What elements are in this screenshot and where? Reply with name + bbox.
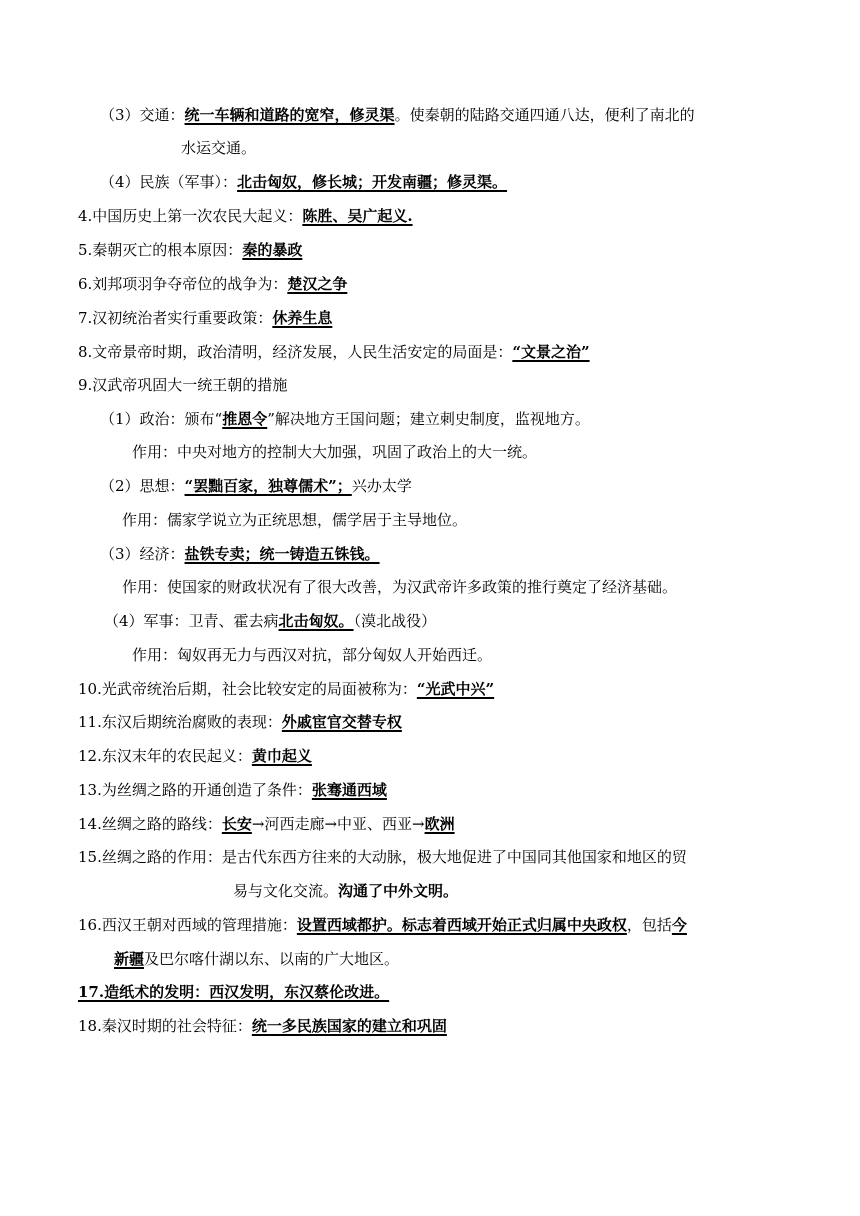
- text: （4）军事：卫青、霍去病: [104, 612, 279, 630]
- text: 8.文帝景帝时期，政治清明，经济发展，人民生活安定的局面是：: [78, 343, 513, 361]
- underlined-key-point: 新疆: [114, 950, 145, 968]
- text: ，包括: [626, 916, 672, 934]
- item-5: [78, 239, 302, 261]
- item-16-cont: [114, 948, 399, 970]
- text: 18.秦汉时期的社会特征：: [78, 1017, 252, 1035]
- text: 兴办太学: [351, 477, 412, 495]
- item-12: [78, 745, 312, 767]
- text: （漠北战役）: [353, 612, 437, 630]
- text: 16.西汉王朝对西域的管理措施：: [78, 916, 297, 934]
- underlined-key-point: 今: [671, 916, 687, 934]
- text: 15.丝绸之路的作用：是古代东西方往来的大动脉，极大地促进了中国同其他国家和地区的贸: [78, 848, 687, 866]
- line-transport-cont: [181, 137, 256, 159]
- line-effect: [122, 576, 677, 598]
- text: 14.丝绸之路的路线：: [78, 815, 222, 833]
- bold-key-point: 沟通了中外文明。: [338, 882, 459, 900]
- item-10: [78, 678, 494, 700]
- text: （3）交通：: [100, 106, 185, 124]
- item-9: [78, 374, 287, 396]
- text: →河西走廊→中亚、西亚→: [251, 815, 425, 833]
- underlined-key-point: 统一多民族国家的建立和巩固: [251, 1017, 447, 1035]
- text: （3）经济：: [100, 545, 185, 563]
- item-4: [78, 205, 413, 227]
- item-8: [78, 341, 590, 363]
- line-effect: [132, 644, 492, 666]
- line-politics: [100, 408, 590, 430]
- underlined-key-point: 17.造纸术的发明：西汉发明，东汉蔡伦改进。: [78, 983, 390, 1001]
- text: ”解决地方王国问题；建立刺史制度，监视地方。: [267, 410, 590, 428]
- underlined-key-point: 统一车辆和道路的宽窄，修灵渠: [184, 106, 395, 124]
- text: 7.汉初统治者实行重要政策：: [78, 309, 273, 327]
- text: 5.秦朝灭亡的根本原因：: [78, 241, 243, 259]
- text: 6.刘邦项羽争夺帝位的战争为：: [78, 275, 288, 293]
- text: 易与文化交流。: [233, 882, 339, 900]
- underlined-key-point: 陈胜、吴广起义.: [302, 207, 413, 225]
- text: （2）思想：: [100, 477, 185, 495]
- line-effect: [132, 441, 537, 463]
- underlined-key-point: 设置西域都护。标志着西域开始正式归属中央政权: [296, 916, 627, 934]
- text: 。使秦朝的陆路交通四通八达，便利了南北的: [394, 106, 695, 124]
- text: 及巴尔喀什湖以东、以南的广大地区。: [144, 950, 400, 968]
- underlined-key-point: 楚汉之争: [287, 275, 348, 293]
- item-15-cont: [233, 880, 458, 902]
- underlined-key-point: 黄巾起义: [251, 747, 312, 765]
- underlined-key-point: 秦的暴政: [242, 241, 303, 259]
- underlined-key-point: 北击匈奴。: [278, 612, 354, 630]
- underlined-key-point: “文景之治”: [512, 343, 590, 361]
- underlined-key-point: “光武中兴”: [416, 680, 495, 698]
- underlined-key-point: 长安: [221, 815, 252, 833]
- item-17: [78, 981, 389, 1003]
- line-effect: [122, 509, 467, 531]
- item-15: [78, 846, 687, 868]
- line-transport: [100, 104, 695, 126]
- text: 9.汉武帝巩固大一统王朝的措施: [78, 376, 288, 394]
- line-thought: [100, 475, 412, 497]
- text: 作用：匈奴再无力与西汉对抗，部分匈奴人开始西迁。: [132, 646, 493, 664]
- text: 4.中国历史上第一次农民大起义：: [78, 207, 303, 225]
- line-military: [104, 610, 436, 632]
- item-11: [78, 711, 402, 733]
- underlined-key-point: 欧洲: [424, 815, 455, 833]
- text: 12.东汉末年的农民起义：: [78, 747, 252, 765]
- item-18: [78, 1015, 447, 1037]
- underlined-key-point: 北击匈奴，修长城；开发南疆；修灵渠。: [237, 173, 508, 191]
- item-16: [78, 914, 687, 936]
- text: 作用：使国家的财政状况有了很大改善，为汉武帝许多政策的推行奠定了经济基础。: [122, 578, 678, 596]
- line-ethnic: [100, 171, 507, 193]
- text: 作用：儒家学说立为正统思想，儒学居于主导地位。: [122, 511, 468, 529]
- underlined-key-point: 张骞通西域: [311, 781, 387, 799]
- underlined-key-point: 盐铁专卖；统一铸造五铢钱。: [184, 545, 380, 563]
- underlined-key-point: 休养生息: [272, 309, 333, 327]
- underlined-key-point: 推恩令: [222, 410, 268, 428]
- item-13: [78, 779, 387, 801]
- text: 作用：中央对地方的控制大大加强，巩固了政治上的大一统。: [132, 443, 538, 461]
- underlined-key-point: 外戚宦官交替专权: [281, 713, 402, 731]
- text: 水运交通。: [181, 139, 257, 157]
- text: （4）民族（军事）：: [100, 173, 238, 191]
- text: 10.光武帝统治后期，社会比较安定的局面被称为：: [78, 680, 417, 698]
- item-6: [78, 273, 347, 295]
- line-economy: [100, 543, 380, 565]
- text: （1）政治：颁布“: [100, 410, 223, 428]
- underlined-key-point: “罢黜百家，独尊儒术”；: [184, 477, 352, 495]
- item-14: [78, 813, 455, 835]
- text: 11.东汉后期统治腐败的表现：: [78, 713, 282, 731]
- item-7: [78, 307, 332, 329]
- text: 13.为丝绸之路的开通创造了条件：: [78, 781, 312, 799]
